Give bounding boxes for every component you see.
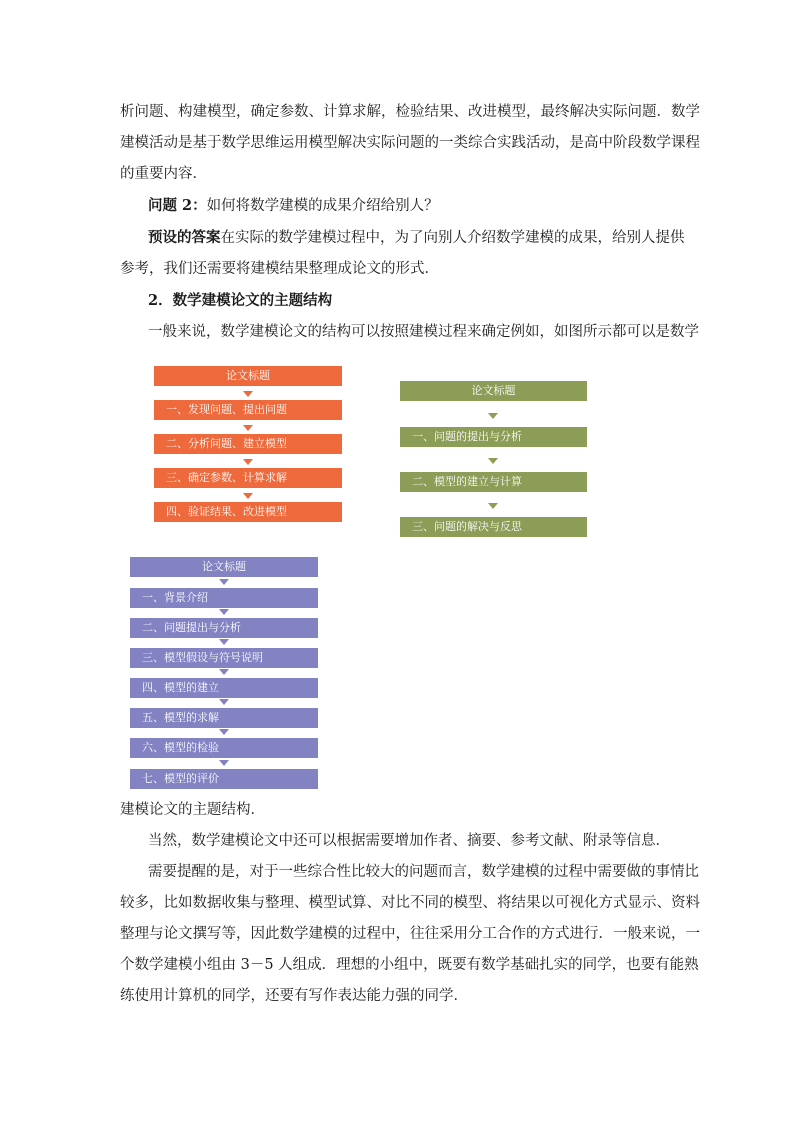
flow-step: 五、模型的求解: [130, 708, 318, 728]
flow-step: 一、背景介绍: [130, 588, 318, 608]
down-arrow-icon: [219, 639, 229, 645]
flow-step: 二、分析问题、建立模型: [154, 434, 342, 454]
flow-step: 四、模型的建立: [130, 678, 318, 698]
paragraph-line: 个数学建模小组由 3－5 人组成．理想的小组中，既要有数学基础扎实的同学，也要有能熟: [120, 957, 699, 973]
paragraph-line: 整理与论文撰写等，因此数学建模的过程中，往往采用分工合作的方式进行．一般来说，一: [120, 926, 700, 942]
paragraph-line: 一般来说，数学建模论文的结构可以按照建模过程来确定例如，如图所示都可以是数学: [148, 324, 699, 340]
down-arrow-icon: [219, 669, 229, 675]
flow-step: 三、模型假设与符号说明: [130, 648, 318, 668]
down-arrow-icon: [219, 609, 229, 615]
answer-line: [148, 226, 685, 247]
down-arrow-icon: [243, 425, 253, 431]
down-arrow-icon: [219, 699, 229, 705]
flow-step: 三、确定参数、计算求解: [154, 468, 342, 488]
flow-title: 论文标题: [130, 557, 318, 577]
paragraph-line: 建模论文的主题结构．: [120, 802, 265, 818]
paragraph-line: 当然，数学建模论文中还可以根据需要增加作者、摘要、参考文献、附录等信息．: [148, 833, 670, 849]
flowchart-purple: [130, 557, 318, 790]
down-arrow-icon: [488, 413, 498, 419]
question-2: [148, 194, 439, 215]
question-label: 问题 2：: [148, 197, 207, 214]
flow-step: 一、发现问题、提出问题: [154, 400, 342, 420]
down-arrow-icon: [219, 760, 229, 766]
down-arrow-icon: [488, 503, 498, 509]
paragraph-line: 需要提醒的是，对于一些综合性比较大的问题而言，数学建模的过程中需要做的事情比: [148, 864, 699, 880]
down-arrow-icon: [219, 729, 229, 735]
paragraph-line: 较多，比如数据收集与整理、模型试算、对比不同的模型、将结果以可视化方式显示、资料: [120, 895, 700, 911]
flowchart-green: [400, 381, 587, 538]
section-heading: 2．数学建模论文的主题结构: [148, 292, 333, 309]
flow-step: 一、问题的提出与分析: [400, 427, 587, 447]
flow-step: 三、问题的解决与反思: [400, 517, 587, 537]
paragraph-line: 析问题、构建模型，确定参数、计算求解，检验结果、改进模型，最终解决实际问题．数学: [120, 104, 700, 120]
down-arrow-icon: [243, 391, 253, 397]
down-arrow-icon: [488, 458, 498, 464]
answer-label: 预设的答案: [148, 229, 221, 246]
paragraph-line: 建模活动是基于数学思维运用模型解决实际问题的一类综合实践活动，是高中阶段数学课程: [120, 135, 700, 151]
paragraph-line: 练使用计算机的同学，还要有写作表达能力强的同学．: [120, 988, 468, 1004]
flow-step: 二、模型的建立与计算: [400, 472, 587, 492]
flow-step: 七、模型的评价: [130, 769, 318, 789]
flow-step: 六、模型的检验: [130, 738, 318, 758]
down-arrow-icon: [243, 493, 253, 499]
paragraph-line: 的重要内容．: [120, 166, 207, 182]
flow-step: 二、问题提出与分析: [130, 618, 318, 638]
answer-text: 在实际的数学建模过程中，为了向别人介绍数学建模的成果，给别人提供: [220, 230, 685, 246]
flow-title: 论文标题: [400, 381, 587, 401]
flow-title: 论文标题: [154, 366, 342, 386]
flow-step: 四、验证结果、改进模型: [154, 502, 342, 522]
flowchart-orange: [154, 366, 342, 524]
question-text: 如何将数学建模的成果介绍给别人？: [206, 198, 439, 214]
down-arrow-icon: [219, 579, 229, 585]
down-arrow-icon: [243, 459, 253, 465]
answer-line: 参考，我们还需要将建模结果整理成论文的形式．: [120, 261, 439, 277]
